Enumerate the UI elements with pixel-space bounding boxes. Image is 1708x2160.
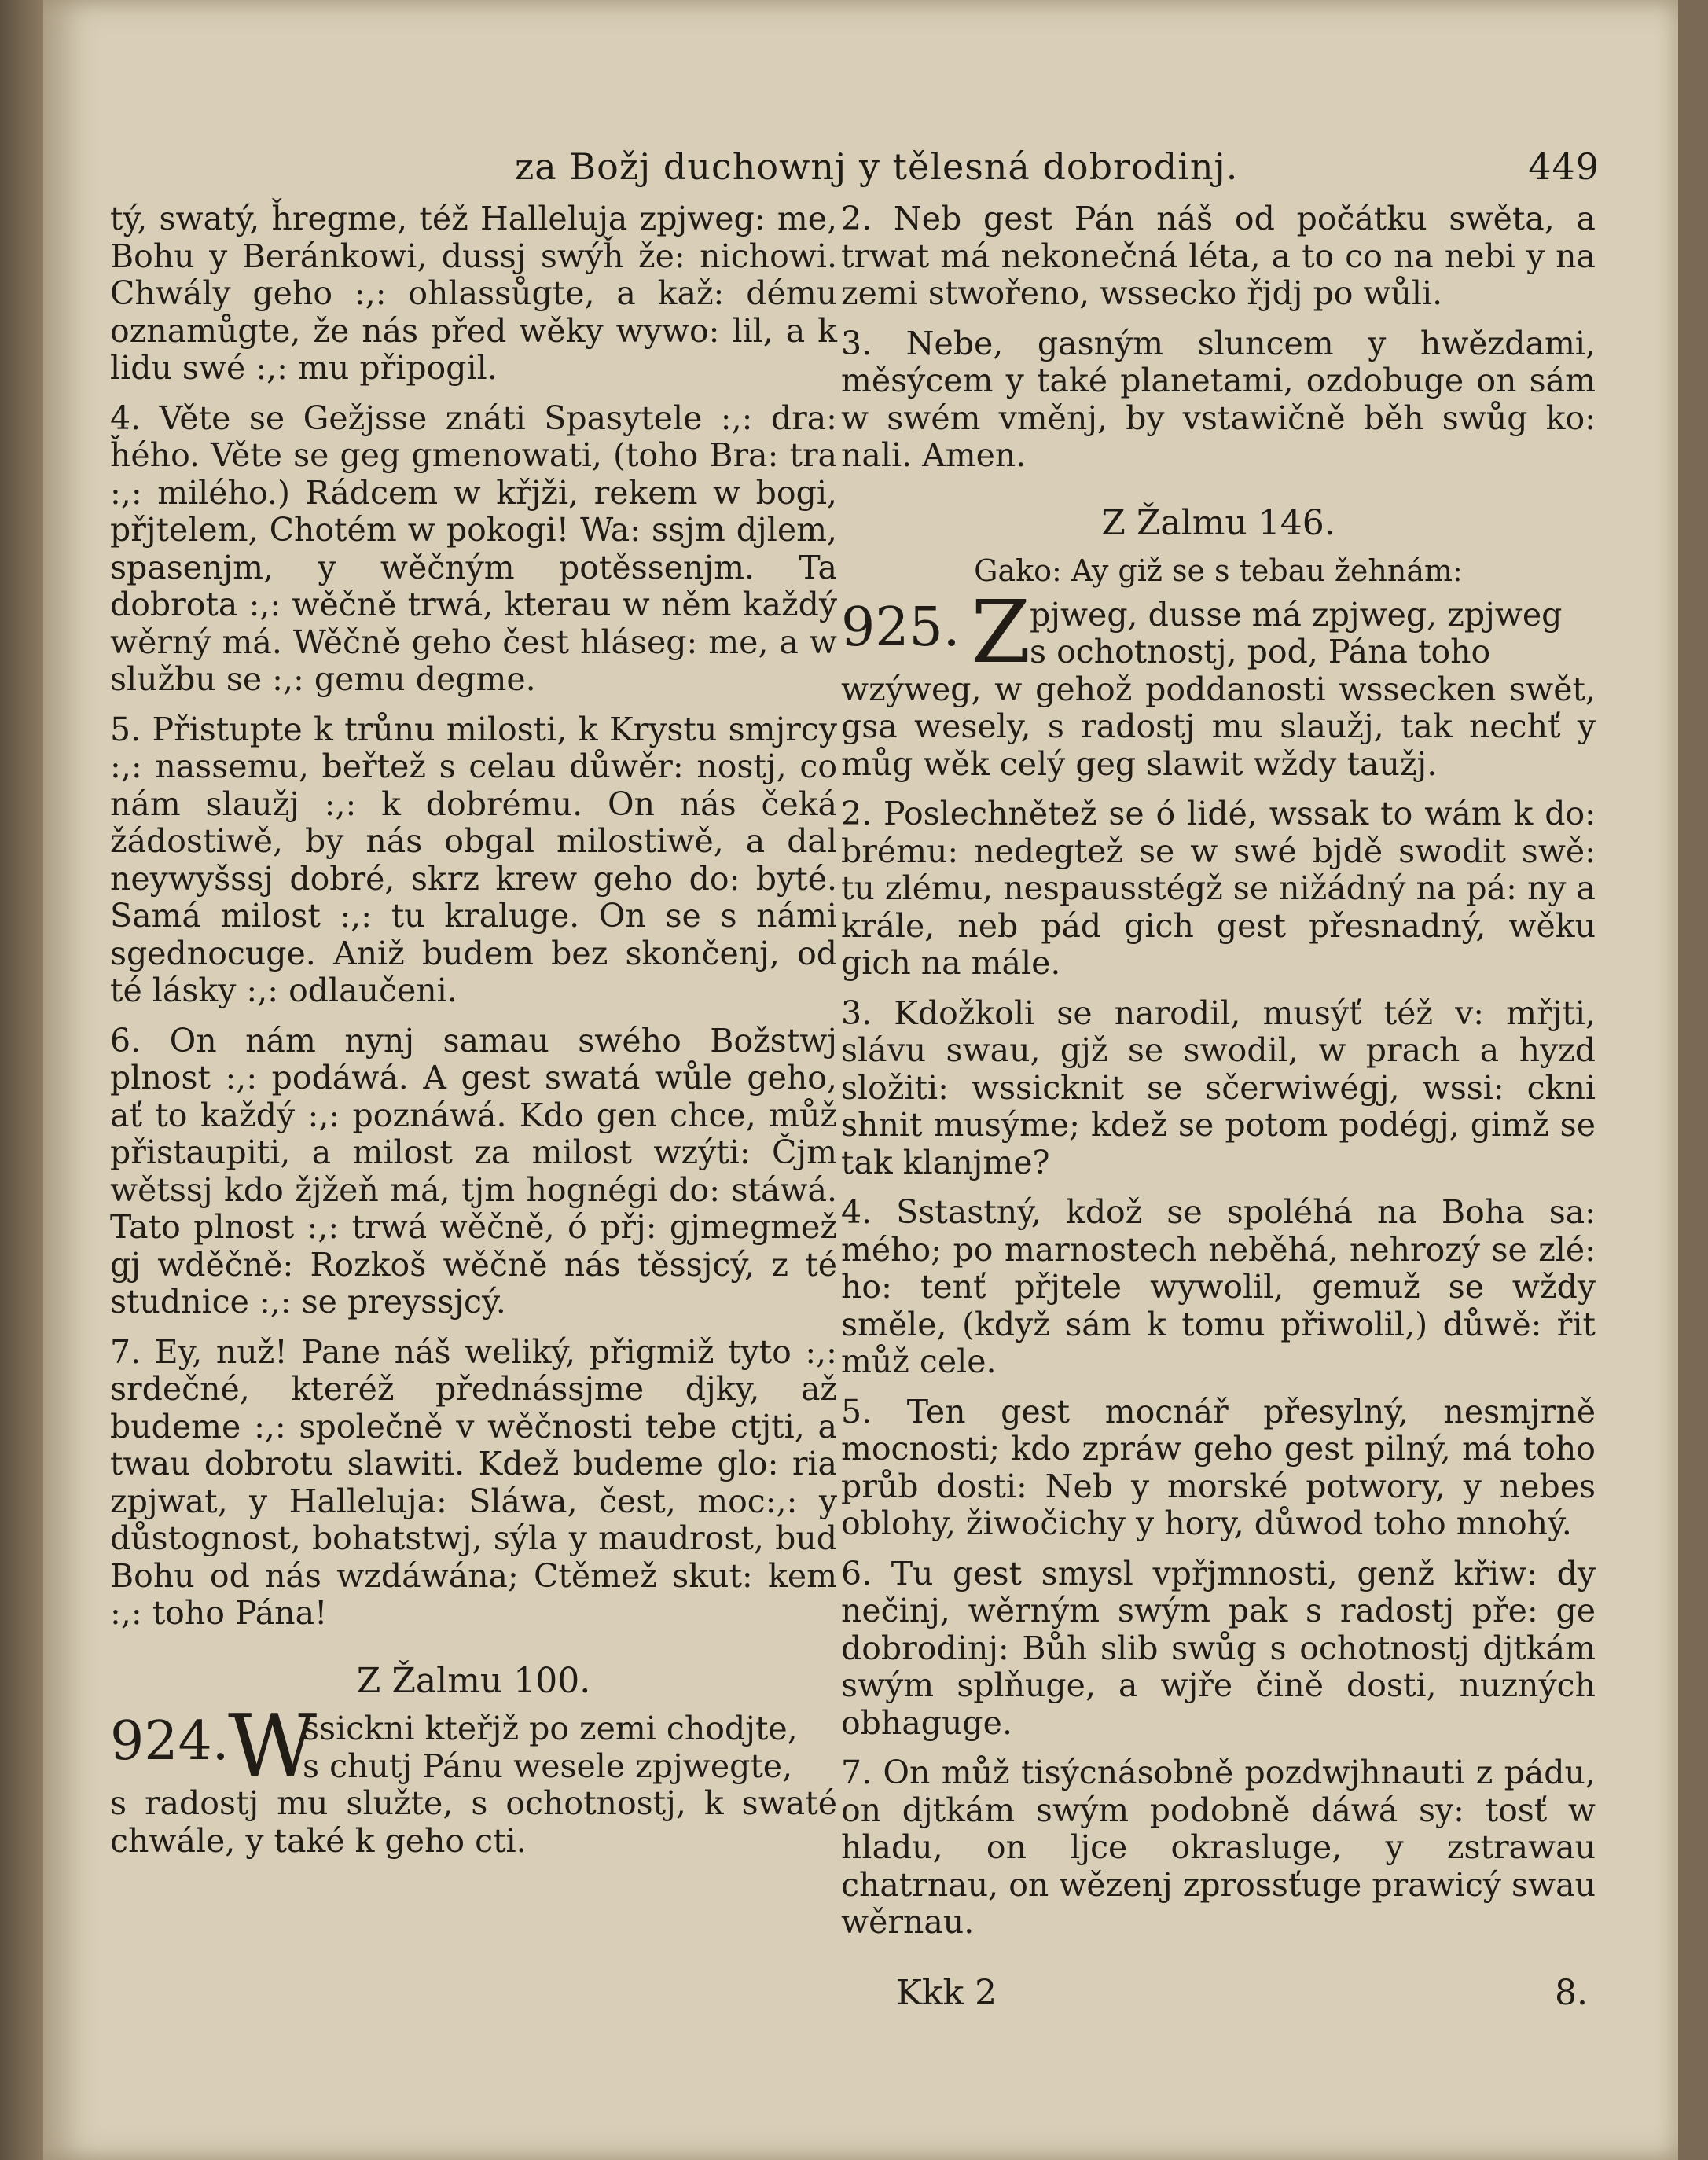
verse-2b: 2. Poslechnětež se ó lidé, wssak to wám k do: brému: nedegtež se w swé bjdě swodit swě: tu zlému, nespausstégž se nižádný na pá: ny a krále, neb pád gich gest přesnadný, wěku gich na mále. <box>841 795 1596 982</box>
psalm-heading-146: Z Žalmu 146. <box>1101 502 1335 543</box>
right-column <box>841 200 1596 1954</box>
verse-6b: 6. Tu gest smysl vpřjmnosti, genž křiw: dy nečinj, wěrným swým pak s radostj pře: ge dobrodinj: Bůh slib swůg s ochotnostj djtkám swým splňuge, a wjře čině dosti, nuzných obhaguge. <box>841 1554 1596 1742</box>
psalm-heading-100: Z Žalmu 100. <box>356 1660 591 1701</box>
left-column <box>110 200 837 1872</box>
hymn-number-924: 924. <box>110 1710 230 1772</box>
hymn-number-925: 925. <box>841 596 961 659</box>
verse-6: 6. On nám nynj samau swého Božstwj plnost :,: podáwá. A gest swatá wůle geho, ať to každý :,: poznáwá. Kdo gen chce, můž přistaupiti, a milost za milost wzýti: Čjm wětssj kdo žjžeň má, tjm hognégi do: stáwá. Tato plnost :,: trwá wěčně, ó přj: gjmegmež gj wděčně: Rozkoš wěčně nás těssjcý, z té studnice :,: se preyssjcý. <box>110 1021 837 1321</box>
verse-2: 2. Neb gest Pán náš od počátku swěta, a trwat má nekonečná léta, a to co na nebi y na zemi stwořeno, wssecko řjdj po wůli. <box>841 200 1596 312</box>
verse-4b: 4. Sstastný, kdož se spoléhá na Boha sa: mého; po marnostech neběhá, nehrozý se zlé: ho: tenť přjtele wywolil, gemuž se wždy směle, (když sám k tomu přiwolil,) důwě: řit můž cele. <box>841 1193 1596 1380</box>
hymn-925-line2: s ochotnostj, pod, Pána toho <box>1030 633 1491 670</box>
running-header <box>515 145 1600 193</box>
page-footer <box>896 1973 1588 2020</box>
hymn-924-line1: ssickni kteřjž po zemi chodjte, <box>303 1710 798 1747</box>
hymn-924 <box>110 1695 837 1860</box>
page-number: 449 <box>1528 145 1600 188</box>
hymn-925 <box>841 581 1596 784</box>
signature-mark: Kkk 2 <box>896 1973 997 2013</box>
hymn-925-line1: pjweg, dusse má zpjweg, zpjweg <box>1030 595 1563 634</box>
running-title: za Božj duchownj y tělesná dobrodinj. <box>515 145 1239 188</box>
verse-7b: 7. On můž tisýcnásobně pozdwjhnauti z pádu, on djtkám swým podobně dáwá sy: tosť w hladu, on ljce okrasluge, y zstrawau chatrnau, on wězenj zprossťuge prawicý swau wěrnau. <box>841 1754 1596 1941</box>
hymn-initial-924: W <box>228 1695 318 1796</box>
hymn-initial-925: Z <box>971 581 1031 682</box>
verse-4: 4. Věte se Gežjsse znáti Spasytele :,: dra: ȟého. Věte se geg gmenowati, (toho Bra: tra :,: milého.) Rádcem w křjži, rekem w bogi, přjtelem, Chotém w pokogi! Wa: ssjm djlem, spasenjm, y wěčným potěssenjm. Ta dobrota :,: wěčně trwá, kterau w něm každý wěrný má. Wěčně geho čest hláseg: me, a w službu se :,: gemu degme. <box>110 399 837 698</box>
hymn-924-line2: s chutj Pánu wesele zpjwegte, <box>303 1747 793 1785</box>
verse-7: 7. Ey, nuž! Pane náš weliký, přigmiž tyto :,: srdečné, kteréž přednássjme djky, až budeme :,: společně v wěčnosti tebe ctjti, a twau dobrotu slawiti. Kdež budeme glo: ria zpjwat, y Halleluja: Sláwa, čest, moc:,: y důstognost, bohatstwj, sýla y maudrost, bud Bohu od nás wzdáwána; Ctěmež skut: kem :,: toho Pána! <box>110 1332 837 1632</box>
verse-5b: 5. Ten gest mocnář přesylný, nesmjrně mocnosti; kdo zpráw geho gest pilný, má toho průb dosti: Neb y morské potwory, y nebes oblohy, žiwočichy y hory, důwod toho mnohý. <box>841 1392 1596 1542</box>
melody-note: Gako: Ay giž se s tebau žehnám: <box>974 553 1463 588</box>
verse-3b: 3. Kdožkoli se narodil, musýť též v: mřjti, slávu swau, gjž se swodil, w prach a hyzd složiti: wssicknit se sčerwiwégj, wssi: ckni shnit musýme; kdež se potom podégj, gimž se tak klanjme? <box>841 994 1596 1181</box>
verse-5: 5. Přistupte k trůnu milosti, k Krystu smjrcy :,: nassemu, beřtež s celau důwěr: nostj, co nám slaužj :,: k dobrému. On nás čeká žádostiwě, by nás obgal milostiwě, a dal neywyšssj dobré, skrz krew geho do: byté. Samá milost :,: tu kraluge. On se s námi sgednocuge. Aniž budem bez skončenj, od té lásky :,: odlaučeni. <box>110 710 837 1009</box>
binding-gutter <box>0 0 43 2160</box>
verse-continuation: tý, swatý, ȟregme, též Halleluja zpjweg: me, Bohu y Beránkowi, dussj swýȟ že: nichowi. Chwály geho :,: ohlassůgte, a kaž: dému oznamůgte, že nás před wěky wywo: lil, a k lidu swé :,: mu připogil. <box>110 200 837 387</box>
hymn-924-rest: s radostj mu služte, s ochotnostj, k swaté chwále, y také k geho cti. <box>110 1784 837 1860</box>
hymn-925-rest: wzýweg, w gehož poddanosti wssecken swět, gsa wesely, s radostj mu slaužj, tak nechť y můg wěk celý geg slawit wždy taužj. <box>841 670 1596 783</box>
catchword: 8. <box>1555 1973 1588 2013</box>
verse-3: 3. Nebe, gasným sluncem y hwězdami, měsýcem y také planetami, ozdobuge on sám w swém vměnj, by vstawičně běh swůg ko: nali. Amen. <box>841 324 1596 474</box>
book-page <box>43 0 1678 2160</box>
